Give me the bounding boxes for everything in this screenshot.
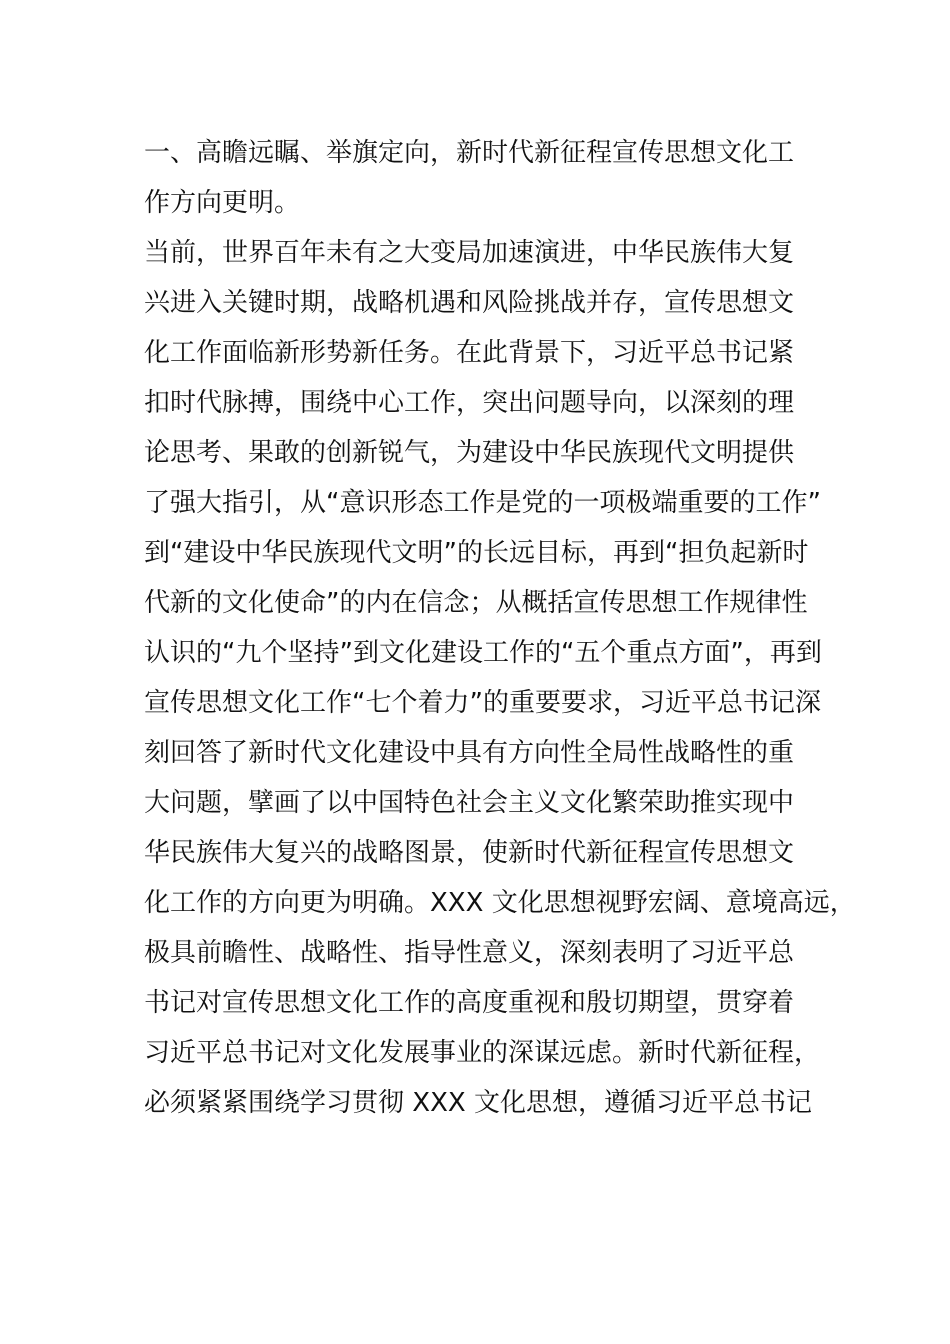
body-line-18: 必须紧紧围绕学习贯彻 XXX 文化思想，遵循习近平总书记 <box>144 1088 812 1118</box>
body-line-1: 当前，世界百年未有之大变局加速演进，中华民族伟大复 <box>144 238 795 268</box>
body-line-6: 了强大指引，从“意识形态工作是党的一项极端重要的工作” <box>144 488 821 518</box>
body-line-4: 扣时代脉搏，围绕中心工作，突出问题导向，以深刻的理 <box>144 388 795 418</box>
body-line-16: 书记对宣传思想文化工作的高度重视和殷切期望，贯穿着 <box>144 988 795 1018</box>
heading-line-2: 作方向更明。 <box>144 188 301 218</box>
body-line-15: 极具前瞻性、战略性、指导性意义，深刻表明了习近平总 <box>144 938 795 968</box>
heading-line-1: 一、高瞻远瞩、举旗定向，新时代新征程宣传思想文化工 <box>144 138 795 168</box>
body-line-3: 化工作面临新形势新任务。在此背景下，习近平总书记紧 <box>144 338 795 368</box>
body-line-17: 习近平总书记对文化发展事业的深谋远虑。新时代新征程， <box>144 1038 821 1068</box>
body-line-10: 宣传思想文化工作“七个着力”的重要要求，习近平总书记深 <box>144 688 821 718</box>
document-content <box>144 128 856 1128</box>
body-line-11: 刻回答了新时代文化建设中具有方向性全局性战略性的重 <box>144 738 795 768</box>
body-line-2: 兴进入关键时期，战略机遇和风险挑战并存，宣传思想文 <box>144 288 795 318</box>
body-line-14: 化工作的方向更为明确。XXX 文化思想视野宏阔、意境高远， <box>144 888 856 918</box>
body-line-8: 代新的文化使命”的内在信念；从概括宣传思想工作规律性 <box>144 588 808 618</box>
body-line-13: 华民族伟大复兴的战略图景，使新时代新征程宣传思想文 <box>144 838 795 868</box>
body-line-12: 大问题，擘画了以中国特色社会主义文化繁荣助推实现中 <box>144 788 795 818</box>
body-line-7: 到“建设中华民族现代文明”的长远目标，再到“担负起新时 <box>144 538 809 568</box>
body-line-9: 认识的“九个坚持”到文化建设工作的“五个重点方面”，再到 <box>144 638 822 668</box>
body-line-5: 论思考、果敢的创新锐气，为建设中华民族现代文明提供 <box>144 438 795 468</box>
